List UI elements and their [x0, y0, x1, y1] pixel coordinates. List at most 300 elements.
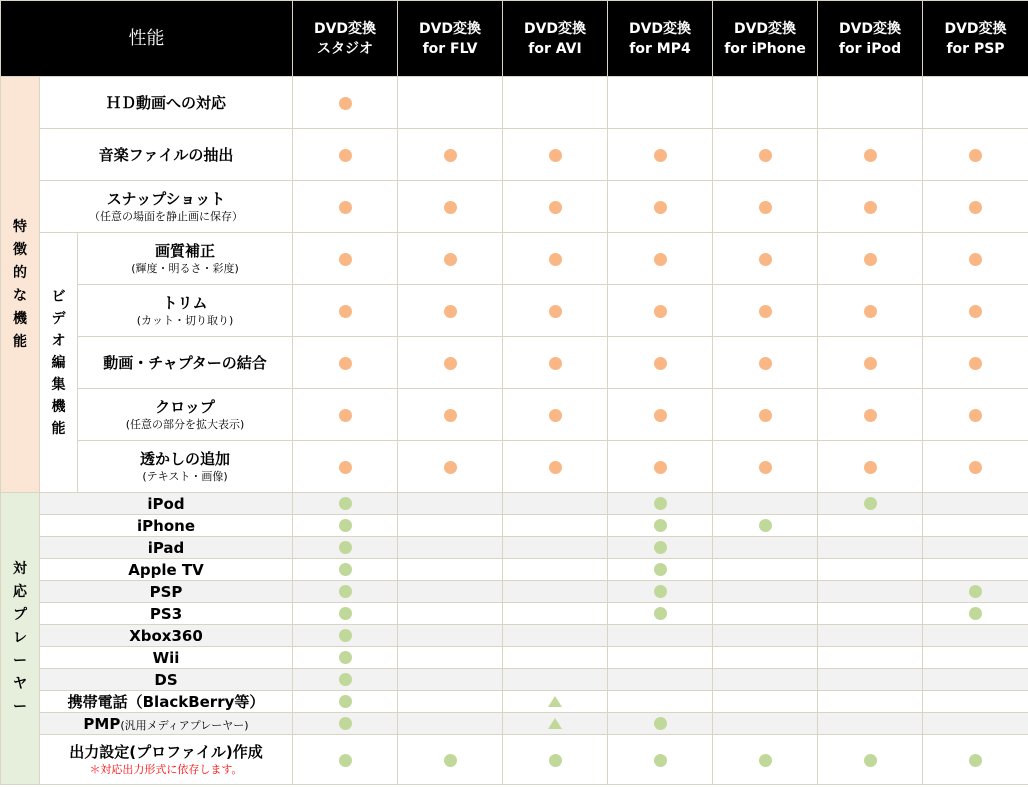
- support-cell: [608, 515, 713, 537]
- feature-name: 動画・チャプターの結合: [103, 353, 267, 372]
- supported-dot-icon: [969, 357, 982, 370]
- table-body: [1, 77, 1028, 785]
- feature-label: [40, 181, 293, 233]
- supported-dot-icon: [339, 607, 352, 620]
- feature-label: [40, 713, 293, 735]
- support-cell: [713, 389, 818, 441]
- support-cell: [923, 669, 1028, 691]
- support-cell: [503, 559, 608, 581]
- support-cell: [818, 129, 923, 181]
- table-row: [1, 233, 1028, 285]
- supported-dot-icon: [339, 541, 352, 554]
- feature-label: [40, 537, 293, 559]
- feature-name: 出力設定(プロファイル)作成: [69, 742, 263, 761]
- support-cell: [503, 691, 608, 713]
- support-cell: [503, 713, 608, 735]
- support-cell: [608, 181, 713, 233]
- table-row: [1, 603, 1028, 625]
- supported-dot-icon: [969, 461, 982, 474]
- supported-dot-icon: [654, 201, 667, 214]
- supported-dot-icon: [969, 409, 982, 422]
- feature-subtext: （任意の場面を静止画に保存）: [89, 209, 243, 223]
- table-row: [1, 337, 1028, 389]
- support-cell: [608, 603, 713, 625]
- supported-dot-icon: [444, 305, 457, 318]
- table-header: [1, 1, 1028, 77]
- support-cell: [293, 691, 398, 713]
- support-cell: [503, 285, 608, 337]
- category-char: 能: [13, 333, 27, 350]
- feature-label: [40, 493, 293, 515]
- support-cell: [293, 559, 398, 581]
- feature-label: [40, 515, 293, 537]
- support-cell: [713, 625, 818, 647]
- supported-dot-icon: [339, 201, 352, 214]
- feature-label: [40, 129, 293, 181]
- supported-dot-icon: [339, 149, 352, 162]
- support-cell: [608, 285, 713, 337]
- feature-name: 携帯電話（BlackBerry等）: [67, 693, 265, 711]
- supported-dot-icon: [759, 201, 772, 214]
- support-cell: [608, 129, 713, 181]
- partial-triangle-icon: [548, 718, 562, 729]
- support-cell: [923, 493, 1028, 515]
- support-cell: [398, 129, 503, 181]
- support-cell: [923, 233, 1028, 285]
- support-cell: [713, 233, 818, 285]
- feature-name: 透かしの追加: [140, 449, 231, 468]
- support-cell: [818, 77, 923, 129]
- support-cell: [818, 285, 923, 337]
- support-cell: [608, 713, 713, 735]
- table-row: [1, 181, 1028, 233]
- support-cell: [818, 735, 923, 785]
- category-char: オ: [51, 332, 66, 349]
- feature-label: [78, 389, 293, 441]
- support-cell: [293, 285, 398, 337]
- support-cell: [713, 647, 818, 669]
- support-cell: [713, 285, 818, 337]
- feature-subtext: (カット・切り取り): [136, 313, 234, 327]
- supported-dot-icon: [549, 201, 562, 214]
- supported-dot-icon: [444, 253, 457, 266]
- supported-dot-icon: [549, 149, 562, 162]
- table-row: [1, 559, 1028, 581]
- table-row: [1, 129, 1028, 181]
- support-cell: [293, 603, 398, 625]
- support-cell: [293, 647, 398, 669]
- support-cell: [608, 647, 713, 669]
- supported-dot-icon: [549, 461, 562, 474]
- supported-dot-icon: [654, 409, 667, 422]
- feature-name: iPhone: [137, 516, 195, 535]
- supported-dot-icon: [654, 357, 667, 370]
- support-cell: [503, 735, 608, 785]
- support-cell: [398, 493, 503, 515]
- feature-label: [78, 233, 293, 285]
- support-cell: [293, 537, 398, 559]
- support-cell: [713, 559, 818, 581]
- support-cell: [293, 233, 398, 285]
- support-cell: [293, 441, 398, 493]
- support-cell: [608, 559, 713, 581]
- support-cell: [923, 735, 1028, 785]
- category-char: 機: [13, 310, 27, 327]
- category-char: ー: [13, 699, 27, 715]
- supported-dot-icon: [339, 357, 352, 370]
- supported-dot-icon: [339, 717, 352, 730]
- support-cell: [713, 441, 818, 493]
- supported-dot-icon: [969, 585, 982, 598]
- feature-name: PSP: [149, 582, 183, 601]
- product-header-4: [713, 1, 818, 77]
- support-cell: [293, 77, 398, 129]
- supported-dot-icon: [969, 149, 982, 162]
- table-row: [1, 77, 1028, 129]
- supported-dot-icon: [654, 149, 667, 162]
- support-cell: [398, 691, 503, 713]
- support-cell: [503, 493, 608, 515]
- product-header-line: DVD変換: [523, 20, 587, 37]
- support-cell: [713, 713, 818, 735]
- feature-name: 画質補正: [155, 241, 216, 260]
- supported-dot-icon: [549, 409, 562, 422]
- support-cell: [398, 537, 503, 559]
- support-cell: [503, 233, 608, 285]
- feature-name: トリム: [162, 293, 208, 312]
- support-cell: [923, 129, 1028, 181]
- supported-dot-icon: [759, 754, 772, 767]
- supported-dot-icon: [864, 409, 877, 422]
- supported-dot-icon: [759, 253, 772, 266]
- support-cell: [713, 493, 818, 515]
- support-cell: [503, 441, 608, 493]
- performance-header: 性能: [1, 1, 293, 77]
- support-cell: [923, 647, 1028, 669]
- supported-dot-icon: [654, 253, 667, 266]
- support-cell: [713, 181, 818, 233]
- category-players: [1, 493, 40, 785]
- support-cell: [923, 181, 1028, 233]
- supported-dot-icon: [549, 253, 562, 266]
- support-cell: [818, 515, 923, 537]
- category-char: な: [13, 287, 27, 304]
- feature-label: [40, 559, 293, 581]
- supported-dot-icon: [654, 754, 667, 767]
- support-cell: [818, 669, 923, 691]
- support-cell: [818, 647, 923, 669]
- support-cell: [398, 389, 503, 441]
- supported-dot-icon: [864, 461, 877, 474]
- feature-name: Apple TV: [128, 560, 204, 579]
- support-cell: [293, 129, 398, 181]
- feature-label: [40, 581, 293, 603]
- feature-label: [40, 647, 293, 669]
- partial-triangle-icon: [548, 696, 562, 707]
- product-header-0: [293, 1, 398, 77]
- supported-dot-icon: [969, 253, 982, 266]
- supported-dot-icon: [969, 607, 982, 620]
- support-cell: [818, 625, 923, 647]
- supported-dot-icon: [444, 149, 457, 162]
- support-cell: [398, 603, 503, 625]
- support-cell: [503, 669, 608, 691]
- category-char: 能: [51, 420, 66, 437]
- supported-dot-icon: [549, 357, 562, 370]
- table-row: [1, 691, 1028, 713]
- category-char: 徴: [13, 241, 27, 258]
- support-cell: [713, 603, 818, 625]
- supported-dot-icon: [654, 585, 667, 598]
- support-cell: [503, 337, 608, 389]
- support-cell: [398, 713, 503, 735]
- support-cell: [608, 233, 713, 285]
- support-cell: [713, 129, 818, 181]
- support-cell: [923, 581, 1028, 603]
- support-cell: [398, 285, 503, 337]
- supported-dot-icon: [654, 305, 667, 318]
- support-cell: [293, 625, 398, 647]
- supported-dot-icon: [444, 201, 457, 214]
- support-cell: [293, 515, 398, 537]
- feature-name: Xbox360: [129, 626, 203, 645]
- support-cell: [608, 493, 713, 515]
- supported-dot-icon: [339, 409, 352, 422]
- support-cell: [818, 233, 923, 285]
- feature-name: PS3: [149, 604, 183, 623]
- support-cell: [398, 233, 503, 285]
- supported-dot-icon: [444, 754, 457, 767]
- support-cell: [923, 603, 1028, 625]
- support-cell: [923, 337, 1028, 389]
- supported-dot-icon: [864, 754, 877, 767]
- table-row: [1, 625, 1028, 647]
- feature-label: [40, 625, 293, 647]
- category-char: 対: [13, 561, 27, 577]
- support-cell: [503, 515, 608, 537]
- product-header-line: DVD変換: [838, 20, 902, 37]
- feature-name: ＨＤ動画への対応: [106, 93, 227, 112]
- supported-dot-icon: [864, 201, 877, 214]
- feature-name: iPod: [147, 494, 185, 513]
- support-cell: [503, 181, 608, 233]
- support-cell: [713, 735, 818, 785]
- product-header-line: for FLV: [422, 40, 478, 57]
- table-row: [1, 389, 1028, 441]
- supported-dot-icon: [444, 461, 457, 474]
- support-cell: [608, 537, 713, 559]
- feature-name: PMP: [83, 714, 121, 733]
- support-cell: [923, 691, 1028, 713]
- support-cell: [398, 581, 503, 603]
- support-cell: [818, 493, 923, 515]
- support-cell: [818, 581, 923, 603]
- support-cell: [398, 669, 503, 691]
- support-cell: [398, 441, 503, 493]
- support-cell: [713, 669, 818, 691]
- table-row: [1, 441, 1028, 493]
- supported-dot-icon: [444, 409, 457, 422]
- support-cell: [398, 735, 503, 785]
- support-cell: [398, 77, 503, 129]
- support-cell: [923, 441, 1028, 493]
- table-row: [1, 713, 1028, 735]
- supported-dot-icon: [759, 519, 772, 532]
- support-cell: [293, 181, 398, 233]
- support-cell: [818, 559, 923, 581]
- product-header-line: DVD変換: [418, 20, 482, 37]
- feature-label: [40, 603, 293, 625]
- support-cell: [293, 493, 398, 515]
- table-row: [1, 647, 1028, 669]
- product-header-line: DVD変換: [628, 20, 692, 37]
- support-cell: [818, 603, 923, 625]
- support-cell: [818, 537, 923, 559]
- category-char: プ: [13, 607, 27, 623]
- support-cell: [818, 691, 923, 713]
- category-char: ビ: [51, 288, 66, 305]
- category-char: ー: [13, 653, 27, 669]
- feature-name: クロップ: [155, 397, 215, 416]
- supported-dot-icon: [339, 585, 352, 598]
- product-header-line: for AVI: [528, 40, 582, 57]
- feature-label: [78, 285, 293, 337]
- support-cell: [608, 625, 713, 647]
- supported-dot-icon: [969, 305, 982, 318]
- supported-dot-icon: [339, 305, 352, 318]
- product-header-line: DVD変換: [733, 20, 797, 37]
- supported-dot-icon: [339, 461, 352, 474]
- table-row: [1, 581, 1028, 603]
- supported-dot-icon: [654, 563, 667, 576]
- product-header-6: [923, 1, 1028, 77]
- category-char: 機: [51, 398, 66, 415]
- category-char: 応: [13, 584, 27, 600]
- feature-subtext: (任意の部分を拡大表示): [125, 417, 245, 431]
- feature-label: [78, 337, 293, 389]
- feature-label: [40, 691, 293, 713]
- support-cell: [608, 389, 713, 441]
- support-cell: [713, 337, 818, 389]
- table-row: [1, 735, 1028, 785]
- support-cell: [923, 285, 1028, 337]
- support-cell: [293, 713, 398, 735]
- feature-name: DS: [154, 670, 178, 689]
- table-row: [1, 537, 1028, 559]
- supported-dot-icon: [864, 253, 877, 266]
- supported-dot-icon: [759, 149, 772, 162]
- product-header-line: for MP4: [629, 40, 691, 57]
- supported-dot-icon: [339, 695, 352, 708]
- supported-dot-icon: [339, 97, 352, 110]
- category-char: 集: [51, 376, 66, 393]
- supported-dot-icon: [759, 357, 772, 370]
- support-cell: [398, 337, 503, 389]
- feature-small-note: (汎用メディアプレーヤー): [120, 718, 249, 732]
- support-cell: [398, 181, 503, 233]
- support-cell: [713, 77, 818, 129]
- product-header-line: for iPhone: [724, 40, 806, 57]
- support-cell: [293, 735, 398, 785]
- supported-dot-icon: [654, 541, 667, 554]
- feature-label: [40, 77, 293, 129]
- support-cell: [818, 389, 923, 441]
- support-cell: [923, 537, 1028, 559]
- category-char: ヤ: [13, 676, 27, 692]
- support-cell: [818, 713, 923, 735]
- category-char: 的: [13, 264, 27, 281]
- supported-dot-icon: [339, 563, 352, 576]
- feature-subtext: (輝度・明るさ・彩度): [131, 261, 239, 275]
- product-header-line: for PSP: [946, 40, 1005, 57]
- product-header-5: [818, 1, 923, 77]
- support-cell: [818, 181, 923, 233]
- supported-dot-icon: [339, 629, 352, 642]
- feature-subtext: (テキスト・画像): [142, 469, 228, 483]
- support-cell: [713, 537, 818, 559]
- support-cell: [293, 669, 398, 691]
- supported-dot-icon: [654, 497, 667, 510]
- feature-name: iPad: [147, 538, 185, 557]
- support-cell: [503, 129, 608, 181]
- support-cell: [713, 691, 818, 713]
- feature-name: スナップショット: [106, 189, 226, 208]
- support-cell: [923, 559, 1028, 581]
- supported-dot-icon: [864, 497, 877, 510]
- support-cell: [503, 537, 608, 559]
- table-row: [1, 515, 1028, 537]
- support-cell: [608, 441, 713, 493]
- support-cell: [923, 713, 1028, 735]
- category-features: [1, 77, 40, 493]
- supported-dot-icon: [654, 461, 667, 474]
- supported-dot-icon: [444, 357, 457, 370]
- table-row: [1, 493, 1028, 515]
- product-header-line: DVD変換: [313, 20, 377, 37]
- support-cell: [503, 625, 608, 647]
- support-cell: [923, 625, 1028, 647]
- supported-dot-icon: [759, 461, 772, 474]
- support-cell: [398, 625, 503, 647]
- support-cell: [608, 669, 713, 691]
- feature-name: 音楽ファイルの抽出: [98, 145, 234, 164]
- support-cell: [923, 515, 1028, 537]
- supported-dot-icon: [339, 497, 352, 510]
- support-cell: [503, 77, 608, 129]
- category-char: 特: [13, 218, 27, 235]
- product-header-2: [503, 1, 608, 77]
- supported-dot-icon: [549, 305, 562, 318]
- feature-label: [40, 669, 293, 691]
- category-video-edit: [40, 233, 78, 493]
- supported-dot-icon: [339, 519, 352, 532]
- support-cell: [713, 581, 818, 603]
- supported-dot-icon: [339, 754, 352, 767]
- product-header-line: DVD変換: [944, 20, 1007, 37]
- supported-dot-icon: [654, 717, 667, 730]
- supported-dot-icon: [864, 305, 877, 318]
- support-cell: [818, 337, 923, 389]
- supported-dot-icon: [864, 149, 877, 162]
- feature-name: Wii: [152, 648, 180, 667]
- category-char: デ: [51, 310, 66, 327]
- support-cell: [398, 515, 503, 537]
- support-cell: [398, 647, 503, 669]
- support-cell: [608, 691, 713, 713]
- supported-dot-icon: [969, 201, 982, 214]
- support-cell: [608, 735, 713, 785]
- support-cell: [608, 77, 713, 129]
